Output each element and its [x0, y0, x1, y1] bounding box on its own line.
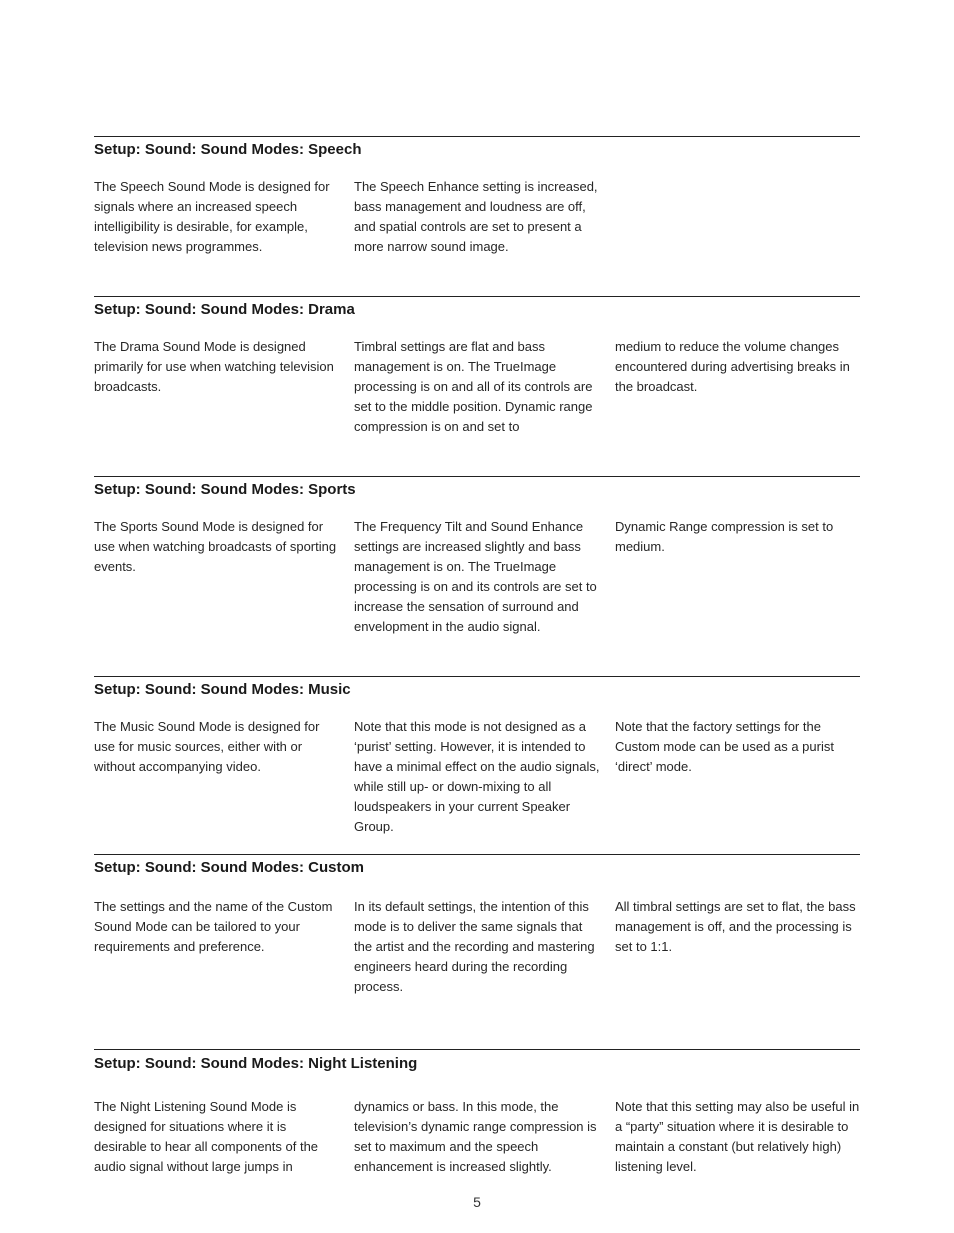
section-heading: Setup: Sound: Sound Modes: Custom [94, 859, 364, 876]
section-heading: Setup: Sound: Sound Modes: Sports [94, 481, 356, 498]
section-paragraph: The Frequency Tilt and Sound Enhance settings are increased slightly and bass management is on. The TrueImage processing is on and its controls are set to increase the sensation of surround and envelopment in the audio signal. [354, 519, 597, 634]
section-divider [94, 136, 860, 137]
section-paragraph: The settings and the name of the Custom Sound Mode can be tailored to your requirements and preference. [94, 899, 333, 954]
section-paragraph: The Music Sound Mode is designed for use for music sources, either with or without accompanying video. [94, 719, 320, 774]
section-paragraph: The Speech Sound Mode is designed for signals where an increased speech intelligibility is desirable, for example, television news programmes. [94, 179, 330, 254]
section-paragraph: Note that this setting may also be useful in a “party” situation where it is desirable to maintain a constant (but relatively high) listening level. [615, 1099, 860, 1174]
section-paragraph: Note that this mode is not designed as a ‘purist’ setting. However, it is intended to have a minimal effect on the audio signals, while still up- or down-mixing to all loudspeakers in your current Speaker Group. [354, 719, 600, 834]
section-divider [94, 676, 860, 677]
section-divider [94, 476, 860, 477]
section-divider [94, 854, 860, 855]
section-paragraph: The Speech Enhance setting is increased, bass management and loudness are off, and spatial controls are set to present a more narrow sound image. [354, 179, 598, 254]
section-paragraph: medium to reduce the volume changes encountered during advertising breaks in the broadcast. [615, 339, 850, 394]
section-heading: Setup: Sound: Sound Modes: Music [94, 681, 351, 698]
section-paragraph: dynamics or bass. In this mode, the television’s dynamic range compression is set to maximum and the speech enhancement is increased slightly. [354, 1099, 597, 1174]
page-number: 5 [473, 1194, 481, 1210]
section-paragraph: In its default settings, the intention of this mode is to deliver the same signals that the artist and the recording and mastering engineers heard during the recording process. [354, 899, 595, 994]
section-paragraph: Dynamic Range compression is set to medium. [615, 519, 834, 554]
section-divider [94, 1049, 860, 1050]
section-paragraph: The Drama Sound Mode is designed primarily for use when watching television broadcasts. [94, 339, 334, 394]
section-paragraph: Note that the factory settings for the Custom mode can be used as a purist ‘direct’ mode. [615, 719, 834, 774]
section-heading: Setup: Sound: Sound Modes: Speech [94, 141, 362, 158]
section-paragraph: All timbral settings are set to flat, the bass management is off, and the processing is set to 1:1. [615, 899, 856, 954]
section-divider [94, 296, 860, 297]
section-heading: Setup: Sound: Sound Modes: Night Listening [94, 1055, 418, 1072]
section-paragraph: Timbral settings are flat and bass management is on. The TrueImage processing is on and all of its controls are set to the middle position. Dynamic range compression is on and set to [354, 339, 593, 434]
section-paragraph: The Sports Sound Mode is designed for use when watching broadcasts of sporting events. [94, 519, 337, 574]
section-paragraph: The Night Listening Sound Mode is designed for situations where it is desirable to hear all components of the audio signal without large jumps in [94, 1099, 319, 1174]
section-heading: Setup: Sound: Sound Modes: Drama [94, 301, 355, 318]
